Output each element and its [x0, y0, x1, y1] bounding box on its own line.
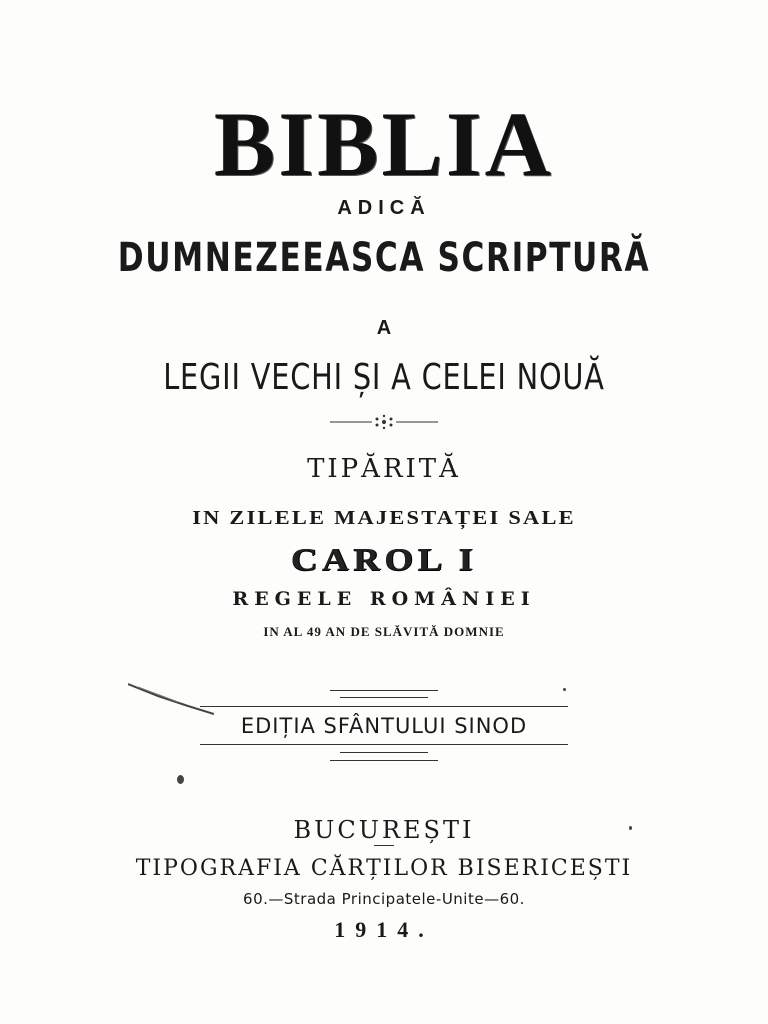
ornament-divider-icon — [330, 414, 438, 430]
dash-divider — [374, 845, 394, 846]
adica-line: ADICĂ — [337, 197, 431, 219]
scan-speck — [563, 688, 566, 691]
divider-rule — [340, 697, 428, 698]
divider-rule — [340, 752, 428, 753]
in-zilele-line: IN ZILELE MAJESTAȚEI SALE — [192, 507, 576, 529]
divider-rule — [330, 690, 438, 691]
publication-year: 1914. — [334, 917, 434, 942]
reign-year-line: IN AL 49 AN DE SLĂVITĂ DOMNIE — [263, 624, 505, 639]
city-line: BUCUREȘTI — [293, 816, 475, 844]
edition-line: EDIȚIA SFÂNTULUI SINOD — [240, 714, 528, 738]
divider-rule — [200, 744, 568, 745]
monarch-name: CAROL I — [290, 541, 478, 577]
page-title: BIBLIA — [213, 93, 555, 195]
scan-speck — [629, 826, 632, 830]
scan-scratch-mark — [128, 682, 214, 716]
testaments-line: LEGII VECHI ȘI A CELEI NOUĂ — [163, 357, 605, 398]
tiparita-line: TIPĂRITĂ — [307, 454, 461, 484]
subtitle-line: DUMNEZEEASCA SCRIPTURĂ — [117, 235, 651, 281]
scan-speck — [177, 775, 184, 784]
connector-a: A — [376, 317, 392, 339]
printer-line: TIPOGRAFIA CĂRȚILOR BISERICEȘTI — [135, 856, 633, 881]
divider-rule — [200, 706, 568, 707]
regele-line: REGELE ROMÂNIEI — [232, 588, 536, 610]
address-line: 60.—Strada Principatele-Unite—60. — [243, 890, 525, 908]
divider-rule — [330, 760, 438, 761]
